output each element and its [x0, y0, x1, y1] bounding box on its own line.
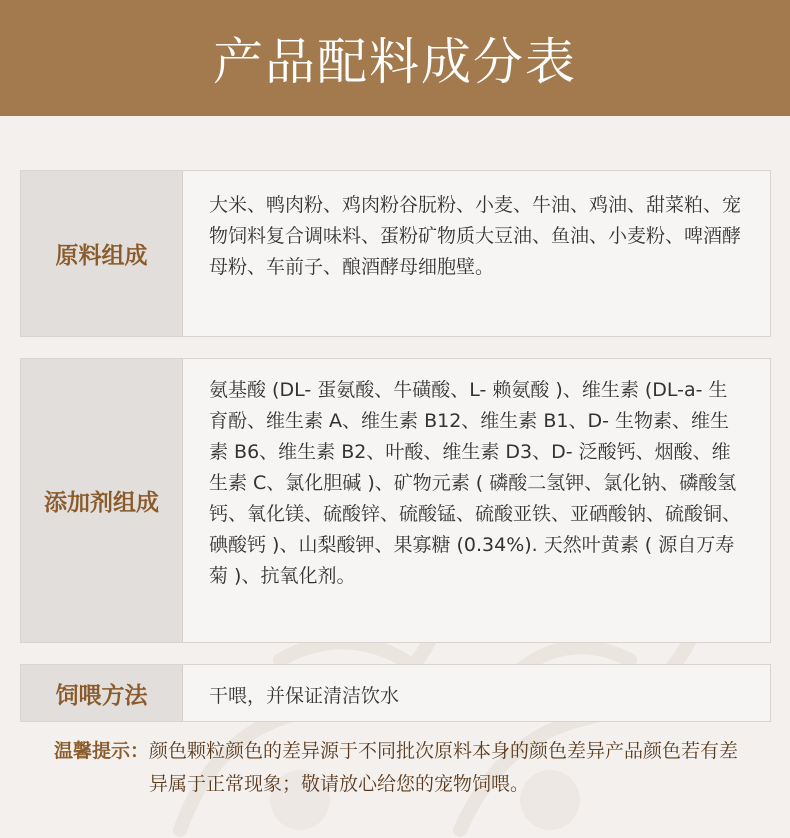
- warm-tip: [54, 735, 754, 801]
- additives-table-row: [20, 358, 771, 643]
- feeding-method-table-row: [20, 664, 771, 722]
- warm-tip-label: 温馨提示：: [54, 740, 150, 762]
- feeding-method-content-cell: [183, 665, 770, 721]
- warm-tip-text: 颜色颗粒颜色的差异源于不同批次原料本身的颜色差异产品颜色若有差异属于正常现象；敬请放心给您的宠物饲喂。: [149, 740, 739, 795]
- feeding-method-text: 干喂，并保证清洁饮水: [209, 684, 400, 707]
- page-title: 产品配料成分表: [213, 33, 577, 91]
- header-banner: [0, 0, 790, 116]
- feeding-method-label: 饲喂方法: [21, 665, 183, 721]
- ingredients-table-row: [20, 170, 771, 337]
- additives-content-cell: [183, 359, 770, 642]
- ingredients-text: 大米、鸭肉粉、鸡肉粉谷朊粉、小麦、牛油、鸡油、甜菜粕、宠物饲料复合调味料、蛋粉矿物质大豆油、鱼油、小麦粉、啤酒酵母粉、车前子、酿酒酵母细胞壁。: [209, 194, 742, 278]
- additives-label: 添加剂组成: [21, 359, 183, 642]
- ingredients-label: 原料组成: [21, 171, 183, 336]
- additives-text: 氨基酸 (DL- 蛋氨酸、牛磺酸、L- 赖氨酸 )、维生素 (DL-a- 生育酚、维生素 A、维生素 B12、维生素 B1、D- 生物素、维生素 B6、维生素 B2、叶酸、维生素 D3、D- 泛酸钙、烟酸、维生素 C、氯化胆碱 )、矿物元素 ( 磷酸二氢钾、氯化钠、磷酸氢钙、氧化镁、硫酸锌、硫酸锰、硫酸亚铁、亚硒酸钠、硫酸铜、碘酸钙 )、山梨酸钾、果寡糖 (0.34%). 天然叶黄素 ( 源自万寿菊 )、抗氧化剂。: [209, 379, 742, 587]
- ingredients-content-cell: [183, 171, 770, 336]
